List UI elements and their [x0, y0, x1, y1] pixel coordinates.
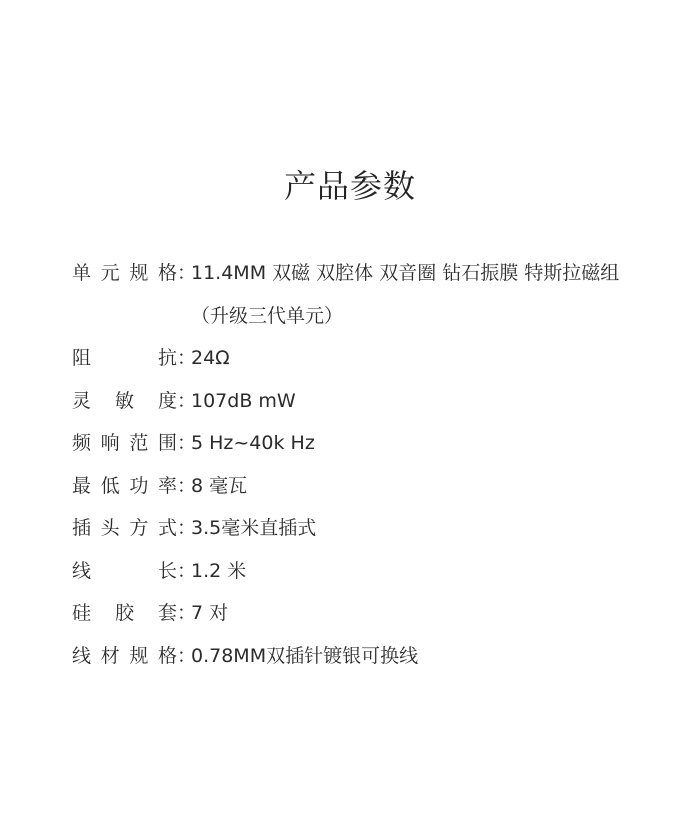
spec-list [72, 252, 672, 677]
spec-label: 插头方式 [72, 517, 177, 539]
spec-colon: ： [177, 517, 197, 539]
spec-colon: ： [177, 559, 197, 582]
spec-row-cable-length [72, 550, 672, 593]
spec-label: 灵 敏 度 [72, 389, 177, 412]
spec-label: 阻 抗 [72, 347, 177, 369]
spec-row-impedance [72, 337, 672, 380]
spec-label: 线材规格 [72, 644, 177, 667]
spec-colon: ： [177, 644, 197, 667]
spec-row-sensitivity [72, 380, 672, 423]
spec-colon: ： [177, 389, 197, 412]
spec-label: 线 长 [72, 559, 177, 582]
spec-value: 1.2 米 [191, 559, 247, 582]
spec-row-frequency-response [72, 422, 672, 465]
spec-colon: ： [177, 347, 197, 369]
spec-label: 硅 胶 套 [72, 602, 177, 624]
spec-colon: ： [177, 262, 197, 284]
spec-colon: ： [177, 474, 197, 497]
spec-row-min-power [72, 465, 672, 508]
spec-value [189, 252, 619, 337]
spec-colon: ： [177, 432, 197, 454]
page-title: 产品参数 [283, 167, 416, 206]
spec-row-cable-spec [72, 635, 672, 678]
spec-label: 单元规格 [72, 262, 177, 284]
spec-value: 8 毫瓦 [191, 474, 248, 497]
spec-row-driver-unit [72, 252, 672, 337]
spec-value-line-2: （升级三代单元） [191, 304, 344, 327]
spec-value: 24Ω [191, 347, 230, 369]
spec-value: 5 Hz~40k Hz [191, 432, 315, 454]
spec-value: 7 对 [191, 602, 229, 624]
spec-label: 最低功率 [72, 474, 177, 497]
spec-row-ear-tips [72, 592, 672, 635]
spec-value: 0.78MM双插针镀银可换线 [191, 644, 419, 667]
spec-label: 频响范围 [72, 432, 177, 454]
spec-value: 3.5毫米直插式 [191, 517, 317, 539]
spec-value-line-1: 11.4MM 双磁 双腔体 双音圈 钻石振膜 特斯拉磁组 [191, 262, 620, 284]
spec-value: 107dB mW [191, 389, 296, 412]
spec-colon: ： [177, 602, 197, 624]
spec-row-plug-type [72, 507, 672, 550]
